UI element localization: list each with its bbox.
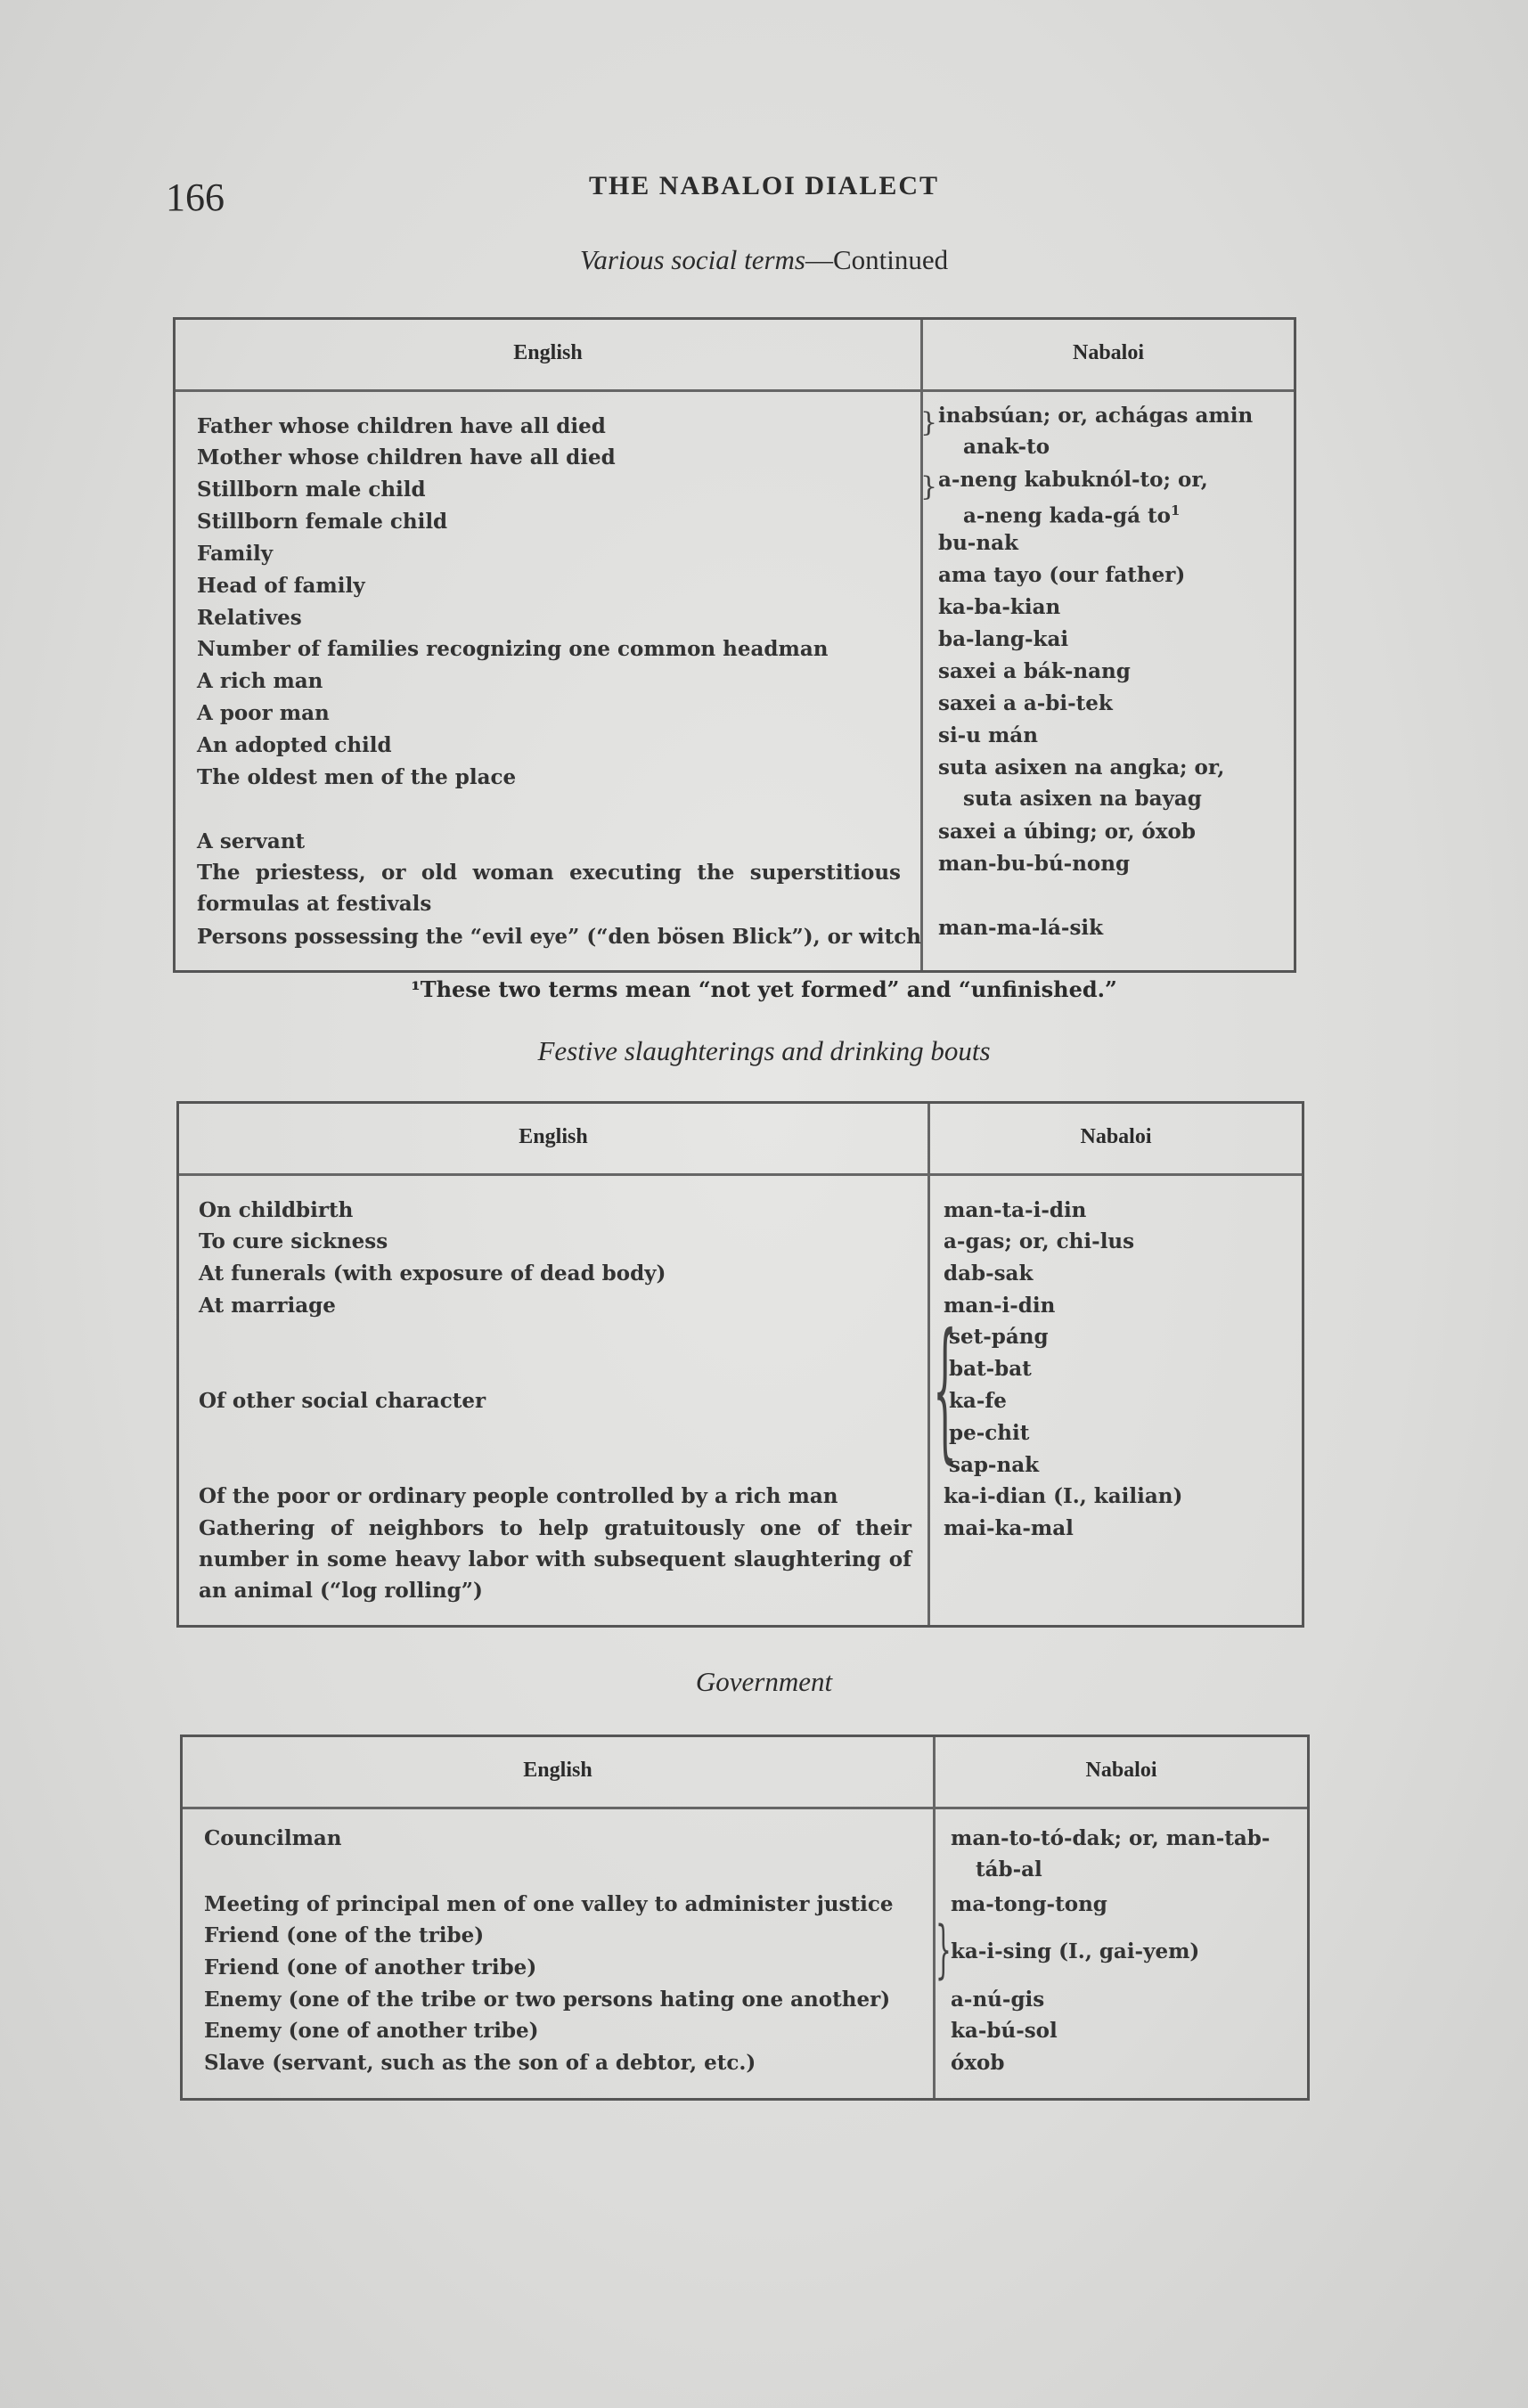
english-term: Meeting of principal men of one valley to administer justice (204, 1892, 894, 1916)
nabaloi-term: si-u mán (938, 723, 1038, 747)
section-title-government: Government (695, 1666, 833, 1697)
brace-icon: { (933, 1302, 958, 1478)
nabaloi-term: ka-bú-sol (951, 2019, 1058, 2043)
nabaloi-term: anak-to (963, 435, 1050, 459)
english-term: Head of family (197, 574, 365, 598)
brace-icon: } (936, 1913, 952, 1986)
nabaloi-term: man-i-din (944, 1294, 1056, 1318)
nabaloi-term-text: a-neng kada-gá to (963, 503, 1171, 528)
nabaloi-term: bat-bat (949, 1357, 1032, 1381)
column-divider (927, 1104, 930, 1625)
section-title-social-terms (0, 244, 1528, 276)
english-term: A poor man (197, 701, 330, 725)
nabaloi-term: suta asixen na bayag (963, 787, 1202, 811)
section-title-italic: Various social terms (579, 244, 805, 275)
column-header-english: English (523, 1759, 592, 1782)
english-term: Family (197, 542, 274, 566)
column-header-english: English (519, 1125, 588, 1148)
column-header-nabaloi: Nabaloi (1072, 341, 1144, 364)
nabaloi-term: saxei a bák-nang (938, 659, 1131, 683)
english-term: Stillborn male child (197, 478, 426, 502)
nabaloi-term: ka-i-dian (I., kailian) (944, 1484, 1183, 1508)
english-term: On childbirth (199, 1198, 354, 1222)
table-government (180, 1735, 1310, 2101)
column-header-nabaloi: Nabaloi (1080, 1125, 1152, 1148)
nabaloi-term: mai-ka-mal (944, 1516, 1074, 1540)
english-term: Friend (one of the tribe) (204, 1923, 485, 1947)
english-term: Stillborn female child (197, 510, 448, 534)
column-header-english: English (513, 341, 583, 364)
nabaloi-term: man-ta-i-din (944, 1198, 1087, 1222)
nabaloi-term: a-gas; or, chi-lus (944, 1229, 1135, 1253)
nabaloi-term: a-neng kabuknól-to; or, (938, 468, 1208, 492)
english-term (199, 1513, 911, 1606)
english-term: Number of families recognizing one common headman (197, 637, 829, 661)
nabaloi-term: óxob (951, 2051, 1005, 2075)
page-number: 166 (166, 175, 225, 219)
nabaloi-term: saxei a a-bi-tek (938, 691, 1113, 715)
english-term: At funerals (with exposure of dead body) (199, 1261, 666, 1286)
footnote-marker: 1 (1170, 502, 1181, 518)
nabaloi-term (938, 495, 1180, 532)
footnote: ¹These two terms mean “not yet formed” and “unfinished.” (411, 976, 1117, 1002)
nabaloi-term: man-ma-lá-sik (938, 916, 1104, 940)
english-term (197, 857, 901, 919)
nabaloi-term: dab-sak (944, 1261, 1034, 1286)
english-term: At marriage (199, 1294, 336, 1318)
english-term: To cure sickness (199, 1229, 388, 1253)
english-term: Slave (servant, such as the son of a debtor, etc.) (204, 2051, 756, 2075)
nabaloi-term: man-bu-bú-nong (938, 852, 1131, 876)
table-festive (176, 1101, 1304, 1628)
english-term: A servant (197, 829, 306, 853)
brace-icon: } (920, 471, 938, 502)
nabaloi-term: suta asixen na angka; or, (938, 755, 1225, 780)
nabaloi-term: sap-nak (949, 1453, 1040, 1477)
running-head: THE NABALOI DIALECT (588, 171, 940, 200)
nabaloi-term: pe-chit (949, 1421, 1030, 1445)
english-term: An adopted child (197, 733, 392, 757)
nabaloi-term: ka-fe (949, 1389, 1007, 1413)
english-term: Councilman (204, 1826, 342, 1850)
english-term: Mother whose children have all died (197, 445, 616, 469)
nabaloi-term: bu-nak (938, 531, 1018, 555)
english-term-text: The priestess, or old woman executing the superstitious formulas at festivals (197, 861, 901, 916)
english-term: Relatives (197, 606, 302, 630)
nabaloi-term: man-to-tó-dak; or, man-tab- (951, 1826, 1271, 1850)
english-term: The oldest men of the place (197, 765, 517, 789)
english-term: Persons possessing the “evil eye” (“den bösen Blick”), or witch (197, 925, 921, 949)
nabaloi-term: a-nú-gis (951, 1988, 1045, 2012)
nabaloi-term: set-páng (949, 1325, 1049, 1349)
nabaloi-term: inabsúan; or, achágas amin (938, 404, 1254, 428)
nabaloi-term: ka-ba-kian (938, 595, 1061, 619)
english-term: Of other social character (199, 1389, 486, 1413)
column-header-nabaloi: Nabaloi (1085, 1759, 1157, 1782)
nabaloi-term: saxei a úbing; or, óxob (938, 820, 1196, 844)
section-title-continued: —Continued (805, 244, 949, 275)
nabaloi-term: ka-i-sing (I., gai-yem) (951, 1939, 1200, 1963)
brace-icon: } (920, 407, 938, 438)
english-term: Father whose children have all died (197, 414, 606, 438)
table-social-terms (173, 317, 1296, 973)
nabaloi-term: ma-tong-tong (951, 1892, 1107, 1916)
english-term: A rich man (197, 669, 323, 693)
english-term: Of the poor or ordinary people controlled by a rich man (199, 1484, 838, 1508)
english-term-text: Gathering of neighbors to help gratuitously one of their number in some heavy labor with subsequent slaughtering of an animal (“log rolling”) (199, 1516, 911, 1603)
english-term: Enemy (one of another tribe) (204, 2019, 539, 2043)
nabaloi-term: ama tayo (our father) (938, 563, 1186, 587)
english-term: Enemy (one of the tribe or two persons hating one another) (204, 1988, 891, 2012)
nabaloi-term: táb-al (976, 1857, 1042, 1882)
nabaloi-term: ba-lang-kai (938, 627, 1069, 651)
section-title-festive: Festive slaughterings and drinking bouts (537, 1035, 991, 1066)
english-term: Friend (one of another tribe) (204, 1955, 537, 1979)
